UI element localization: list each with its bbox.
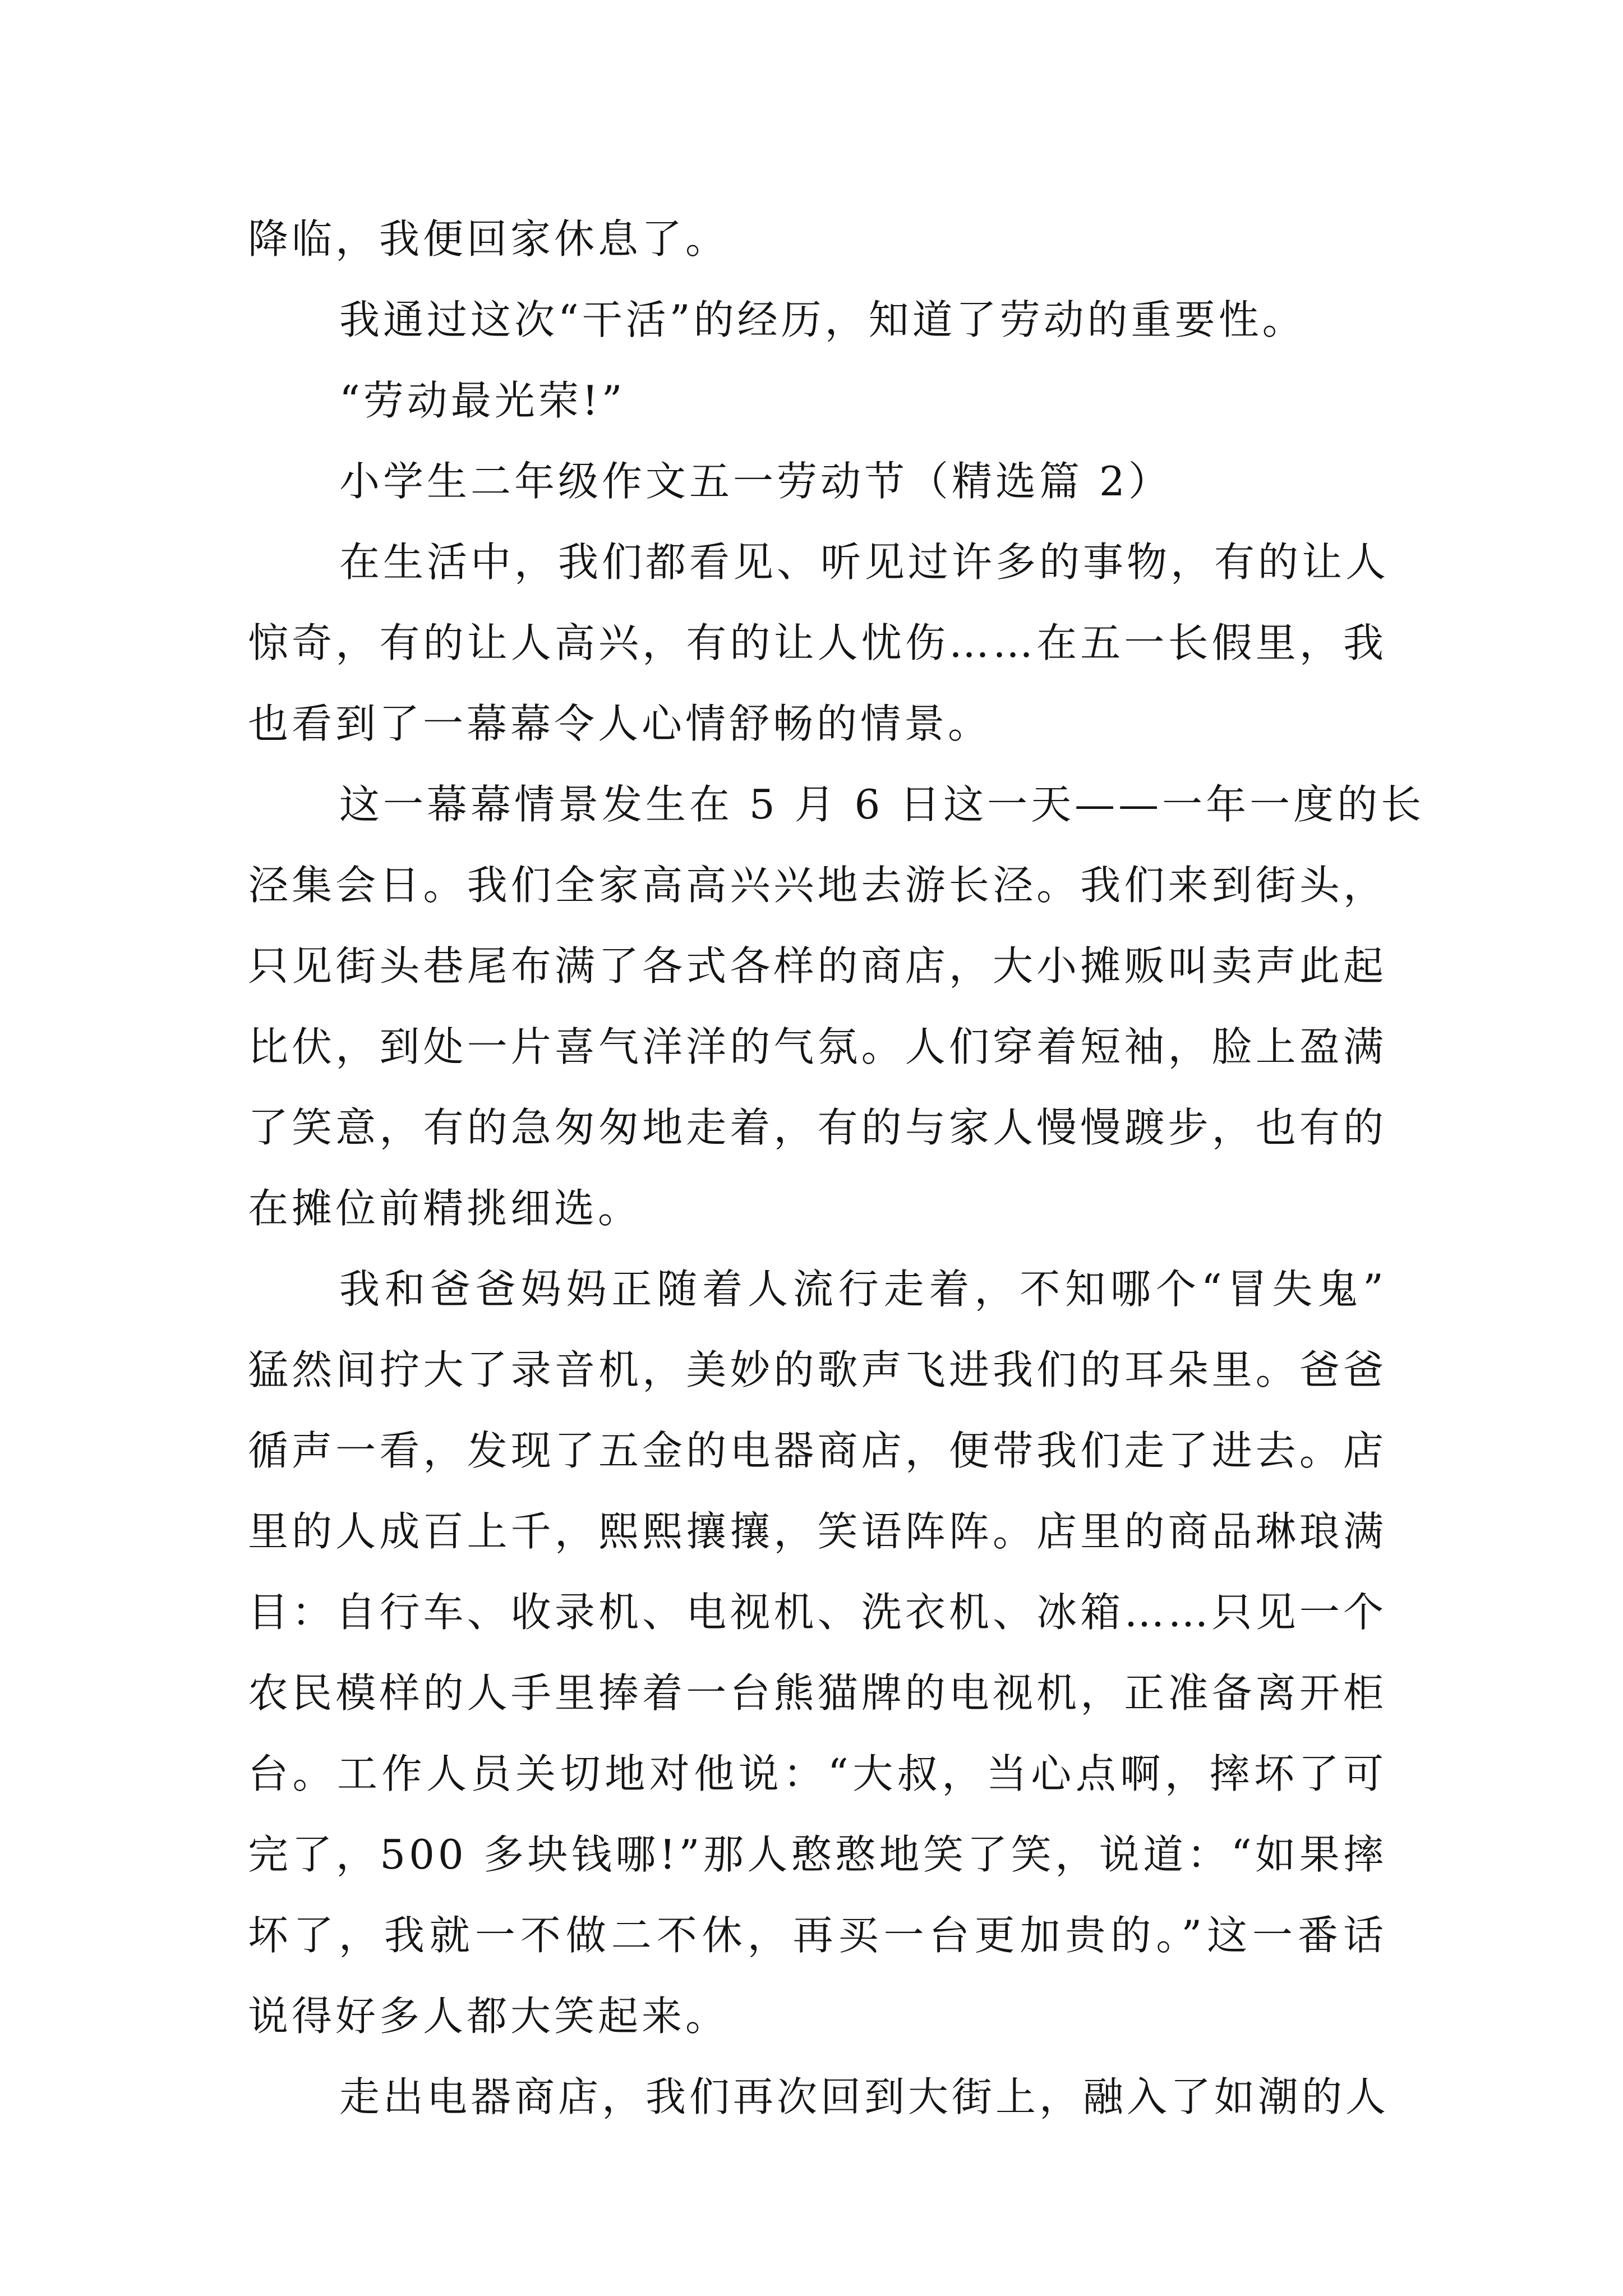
paragraph-line: 比伏，到处一片喜气洋洋的气氛。人们穿着短袖，脸上盈满 xyxy=(248,1023,1387,1070)
paragraph-line: 在生活中，我们都看见、听见过许多的事物，有的让人 xyxy=(339,539,1390,586)
paragraph-line: “劳动最光荣!” xyxy=(339,377,626,424)
paragraph-line: 坏了，我就一不做二不休，再买一台更加贵的。”这一番话 xyxy=(248,1912,1387,1959)
paragraph-line: 只见街头巷尾布满了各式各样的商店，大小摊贩叫卖声此起 xyxy=(248,942,1387,990)
paragraph-line: 说得好多人都大笑起来。 xyxy=(248,1993,730,2040)
paragraph xyxy=(248,1249,1387,2056)
paragraph xyxy=(248,764,1425,1249)
body-text xyxy=(248,199,1425,2137)
paragraph-line: 我通过这次“干活”的经历，知道了劳动的重要性。 xyxy=(339,296,1306,343)
paragraph-line: 这一幕幕情景发生在 5 月 6 日这一天——一年一度的长 xyxy=(339,781,1425,828)
paragraph-line: 我和爸爸妈妈正随着人流行走着，不知哪个“冒失鬼” xyxy=(339,1266,1387,1313)
paragraph-continued xyxy=(248,199,1387,279)
paragraph-line: 农民模样的人手里捧着一台熊猫牌的电视机，正准备离开柜 xyxy=(248,1669,1387,1717)
paragraph-line: 降临，我便回家休息了。 xyxy=(248,215,730,263)
paragraph-line: 泾集会日。我们全家高高兴兴地去游长泾。我们来到街头， xyxy=(248,862,1387,909)
paragraph-line: 里的人成百上千，熙熙攘攘，笑语阵阵。店里的商品琳琅满 xyxy=(248,1508,1387,1555)
paragraph-line: 在摊位前精挑细选。 xyxy=(248,1185,642,1232)
paragraph xyxy=(248,279,1387,360)
paragraph-line: 完了，500 多块钱哪!”那人憨憨地笑了笑，说道：“如果摔 xyxy=(248,1831,1387,1878)
paragraph-line: 也看到了一幕幕令人心情舒畅的情景。 xyxy=(248,700,992,747)
section-heading-line: 小学生二年级作文五一劳动节（精选篇 2） xyxy=(339,458,1172,505)
paragraph xyxy=(248,2056,1390,2137)
paragraph xyxy=(248,522,1390,764)
paragraph-line: 走出电器商店，我们再次回到大街上，融入了如潮的人 xyxy=(339,2073,1390,2120)
paragraph-line: 猛然间拧大了录音机，美妙的歌声飞进我们的耳朵里。爸爸 xyxy=(248,1346,1387,1393)
paragraph-line: 惊奇，有的让人高兴，有的让人忧伤……在五一长假里，我 xyxy=(248,619,1387,666)
paragraph xyxy=(248,360,1387,441)
paragraph-line: 了笑意，有的急匆匆地走着，有的与家人慢慢踱步，也有的 xyxy=(248,1104,1387,1151)
section-heading xyxy=(248,441,1387,522)
paragraph-line: 台。工作人员关切地对他说：“大叔，当心点啊，摔坏了可 xyxy=(248,1750,1387,1797)
paragraph-line: 目：自行车、收录机、电视机、洗衣机、冰箱……只见一个 xyxy=(248,1589,1387,1636)
paragraph-line: 循声一看，发现了五金的电器商店，便带我们走了进去。店 xyxy=(248,1427,1387,1474)
